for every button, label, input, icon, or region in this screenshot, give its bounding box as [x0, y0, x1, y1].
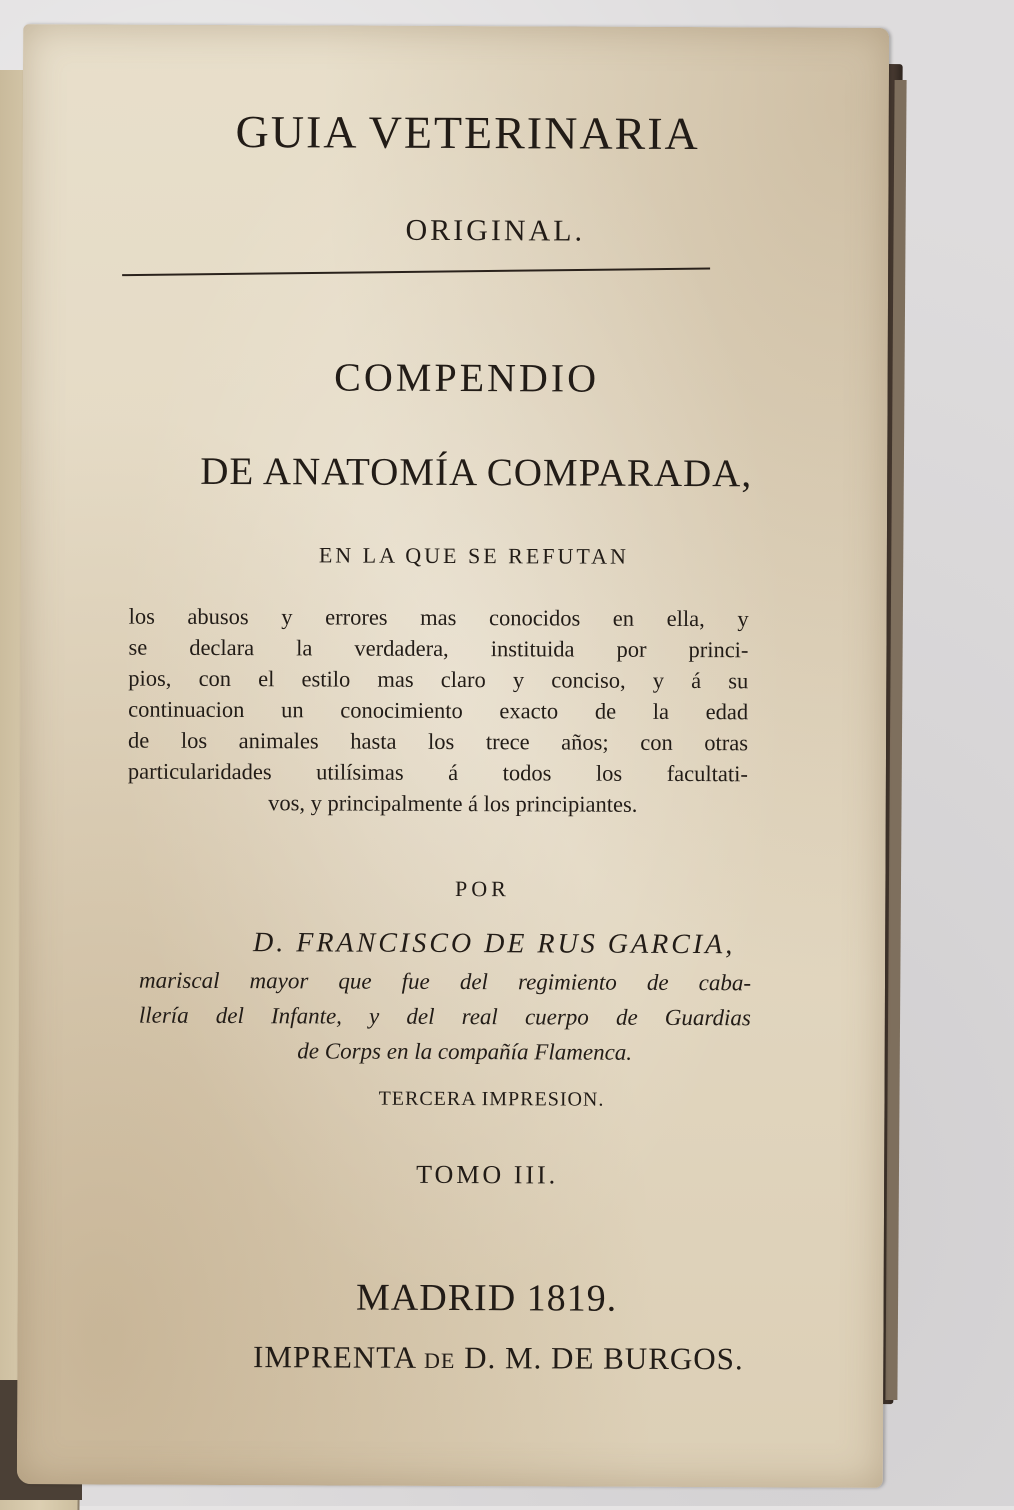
author-name: D. FRANCISCO DE RUS GARCIA,: [252, 927, 736, 961]
description-line: vos, y principalmente á los principiantes.: [268, 790, 638, 817]
edition-label: TERCERA IMPRESION.: [378, 1087, 605, 1111]
volume-label: TOMO III.: [416, 1159, 559, 1190]
author-detail-line: llería del Infante, y del real cuerpo de Guardias: [138, 1002, 751, 1031]
description-line: particularidades utilísimas á todos los facultati-: [127, 758, 748, 787]
printer-line: [17, 1338, 931, 1378]
place-year: MADRID 1819.: [355, 1276, 618, 1320]
description-line: pios, con el estilo mas claro y conciso, y á su: [128, 665, 749, 694]
heading-anatomia: DE ANATOMÍA COMPARADA,: [200, 449, 753, 496]
heading-compendio: COMPENDIO: [334, 354, 600, 401]
printer-de: DE: [424, 1347, 456, 1374]
description-paragraph: [128, 601, 749, 821]
description-line: se declara la verdadera, instituida por princi-: [128, 634, 749, 663]
horizontal-rule: [122, 267, 710, 276]
title-page: [17, 24, 889, 1488]
heading-refutan: EN LA QUE SE REFUTAN: [318, 542, 629, 569]
author-detail-line: mariscal mayor que fue del regimiento de caba-: [138, 967, 752, 996]
book-title: GUIA VETERINARIA: [235, 106, 700, 160]
printer-name: D. M. DE BURGOS.: [464, 1340, 744, 1377]
description-line: de los animales hasta los trece años; con otras: [128, 727, 749, 756]
description-line: continuacion un conocimiento exacto de la edad: [128, 696, 749, 725]
author-detail-line: de Corps en la compañía Flamenca.: [297, 1038, 633, 1065]
printer-imprenta: IMPRENTA: [252, 1339, 416, 1375]
author-details: [139, 963, 751, 1071]
description-line: los abusos y errores mas conocidos en ella, y: [128, 603, 749, 632]
book-subtitle: ORIGINAL.: [405, 213, 586, 248]
by-label: POR: [454, 876, 510, 902]
